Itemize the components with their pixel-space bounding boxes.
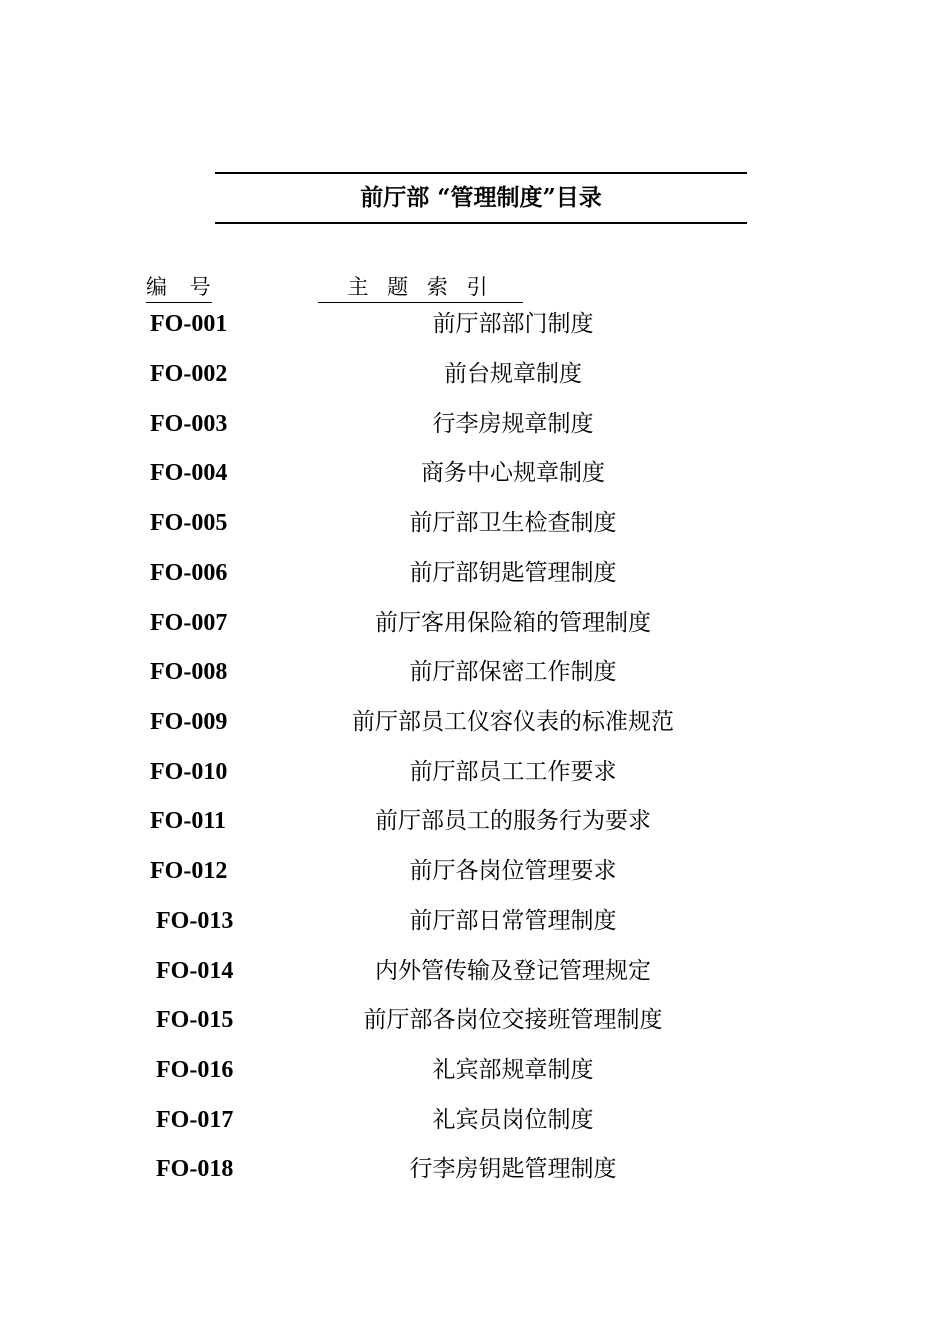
index-row bbox=[0, 804, 950, 840]
entry-subject: 前厅部员工工作要求 bbox=[409, 759, 617, 785]
entry-code: FO-002 bbox=[150, 361, 228, 387]
entry-subject: 前厅部钥匙管理制度 bbox=[409, 560, 617, 586]
entry-subject: 行李房规章制度 bbox=[432, 411, 594, 437]
entry-code: FO-017 bbox=[156, 1107, 234, 1133]
entry-subject: 内外管传输及登记管理规定 bbox=[375, 958, 651, 984]
index-row bbox=[0, 904, 950, 940]
index-row bbox=[0, 556, 950, 592]
title-bottom-rule bbox=[215, 222, 747, 224]
entry-subject: 前台规章制度 bbox=[444, 361, 582, 387]
entry-subject: 礼宾部规章制度 bbox=[432, 1057, 594, 1083]
index-row bbox=[0, 1152, 950, 1188]
index-row bbox=[0, 456, 950, 492]
index-row bbox=[0, 1053, 950, 1089]
entry-subject: 前厅部卫生检查制度 bbox=[409, 510, 617, 536]
entry-code: FO-013 bbox=[156, 908, 234, 934]
index-row bbox=[0, 705, 950, 741]
entry-subject: 前厅部员工仪容仪表的标准规范 bbox=[352, 709, 674, 735]
entry-subject: 商务中心规章制度 bbox=[421, 460, 605, 486]
entry-code: FO-014 bbox=[156, 958, 234, 984]
entry-code: FO-005 bbox=[150, 510, 228, 536]
entry-code: FO-004 bbox=[150, 460, 228, 486]
entry-subject: 前厅客用保险箱的管理制度 bbox=[375, 610, 651, 636]
entry-code: FO-015 bbox=[156, 1007, 234, 1033]
entry-code: FO-003 bbox=[150, 411, 228, 437]
entry-subject: 前厅部日常管理制度 bbox=[409, 908, 617, 934]
entry-code: FO-011 bbox=[150, 808, 226, 834]
entry-code: FO-012 bbox=[150, 858, 228, 884]
index-row bbox=[0, 1003, 950, 1039]
entry-subject: 礼宾员岗位制度 bbox=[432, 1107, 594, 1133]
entry-code: FO-008 bbox=[150, 659, 228, 685]
entry-subject: 前厅部部门制度 bbox=[432, 311, 594, 337]
entry-code: FO-016 bbox=[156, 1057, 234, 1083]
index-row bbox=[0, 755, 950, 791]
entry-code: FO-018 bbox=[156, 1156, 234, 1182]
entry-code: FO-010 bbox=[150, 759, 228, 785]
index-row bbox=[0, 407, 950, 443]
column-header-subject: 主 题 索 引 bbox=[318, 272, 523, 303]
title-top-rule bbox=[215, 172, 747, 174]
entry-code: FO-009 bbox=[150, 709, 228, 735]
entry-subject: 前厅部员工的服务行为要求 bbox=[375, 808, 651, 834]
index-row bbox=[0, 1103, 950, 1139]
entry-subject: 前厅部各岗位交接班管理制度 bbox=[363, 1007, 663, 1033]
column-header-code: 编 号 bbox=[146, 272, 212, 303]
index-row bbox=[0, 655, 950, 691]
entry-subject: 前厅各岗位管理要求 bbox=[409, 858, 617, 884]
index-row bbox=[0, 506, 950, 542]
index-row bbox=[0, 357, 950, 393]
entry-subject: 前厅部保密工作制度 bbox=[409, 659, 617, 685]
entry-subject: 行李房钥匙管理制度 bbox=[409, 1156, 617, 1182]
index-row bbox=[0, 307, 950, 343]
document-title: 前厅部 “管理制度”目录 bbox=[360, 184, 602, 211]
index-row bbox=[0, 954, 950, 990]
index-row bbox=[0, 854, 950, 890]
entry-code: FO-001 bbox=[150, 311, 228, 337]
entry-code: FO-007 bbox=[150, 610, 228, 636]
index-row bbox=[0, 606, 950, 642]
entry-code: FO-006 bbox=[150, 560, 228, 586]
